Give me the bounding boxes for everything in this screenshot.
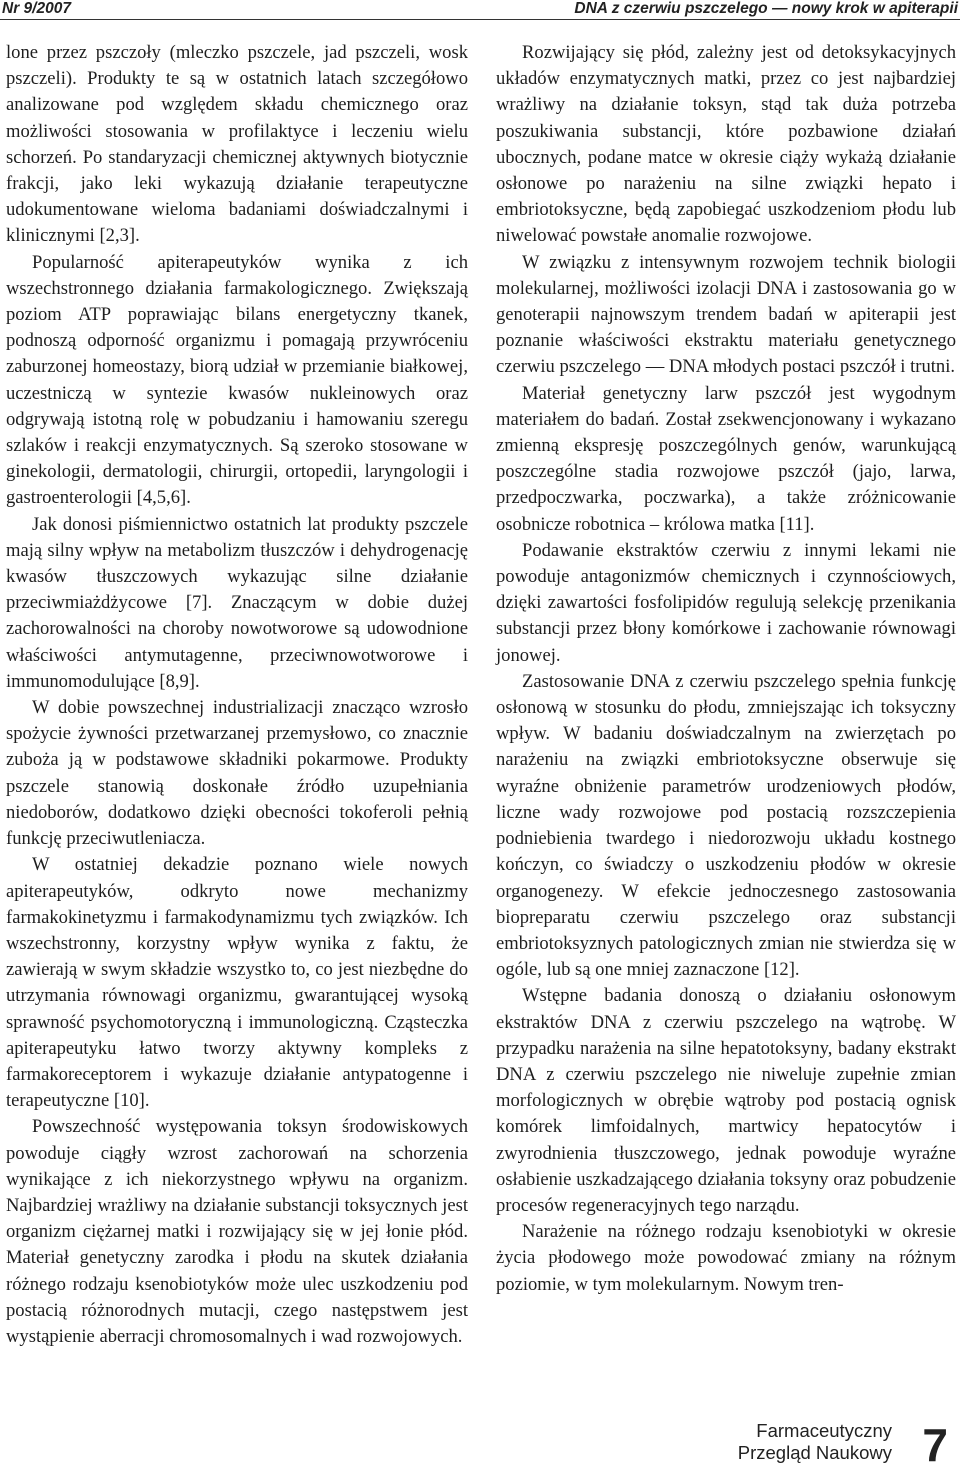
paragraph: Powszechność występowania toksyn środowiskowych powoduje ciągły wzrost zachorowań na schorzenia wynikające z ich niekorzystnego wpływu na organizm. Najbardziej wrażliwy na działanie substancji toksycznych jest organizm ciężarnej matki i rozwijający się w jej łonie płód. Materiał genetyczny zarodka i płodu na skutek działania różnego rodzaju ksenobiotyków może ulec uszkodzeniu pod postacią różnorodnych mutacji, czego następstwem jest wystąpienie aberracji chromosomalnych i wad rozwojowych. (6, 1116, 468, 1347)
paragraph: Wstępne badania donoszą o działaniu osłonowym ekstraktów DNA z czerwiu pszczelego na wątrobę. W przypadku narażenia na silne hepatotoksyny, badany ekstrakt DNA z czerwiu pszczelego nie niweluje zupełnie zmian morfologicznych w obrębie wątroby pod postacią ognisk komórek limfoidalnych, martwicy hepatocytów i zwyrodnienia tłuszczowego, jednak powoduje wyraźne osłabienie uszkadzającego działania toksyny oraz pobudzenie procesów regeneracyjnych tego narządu. (496, 985, 956, 1216)
paragraph: Popularność apiterapeutyków wynika z ich wszechstronnego działania farmakologicznego. Zwiększają poziom ATP poprawiając bilans energetyczny tkanek, podnoszą odporność organizmu i pomagają przywróceniu zaburzonej homeostazy, biorą udział w przemianie białkowej, uczestniczą w syntezie kwasów nukleinowych oraz odgrywają istotną rolę w pobudzaniu i hamowaniu szeregu szlaków i reakcji enzymatycznych. Są szeroko stosowane w ginekologii, dermatologii, chirurgii, ortopedii, laryngologii i gastroenterologii [4,5,6]. (6, 251, 468, 509)
paragraph: W dobie powszechnej industrializacji znacząco wzrosło spożycie żywności przetwarzanej przemysłowo, co znacznie zuboża ją w podstawowe składniki pokarmowe. Produkty pszczele stanowią doskonałe źródło uzupełniania niedoborów, dodatkowo dzięki obecności tokoferoli pełnią funkcję przeciwutleniacza. (6, 697, 468, 850)
journal-name-line2: Przegląd Naukowy (737, 1442, 892, 1463)
paragraph: Rozwijający się płód, zależny jest od detoksykacyjnych układów enzymatycznych matki, przez co jest najbardziej wrażliwy na działanie toksyn, stąd tak duża potrzeba poszukiwania substancji, które pozbawione działań ubocznych, podane matce w okresie ciąży wykażą działanie osłonowe po narażeniu na silne związki hepato i embriotoksyczne, będą zapobiegać uszkodzeniom płodu lub niwelować powstałe anomalie rozwojowe. (496, 42, 956, 247)
running-title: DNA z czerwiu pszczelego — nowy krok w apiterapii (574, 0, 958, 17)
paragraph: W związku z intensywnym rozwojem technik biologii molekularnej, możliwości izolacji DNA i zastosowania go w genoterapii najnowszym trendem badań w apiterapii jest poznanie właściwości ekstraktu materiału genetycznego czerwiu pszczelego — DNA młodych postaci pszczół i trutni. (496, 251, 956, 378)
paragraph: lone przez pszczoły (mleczko pszczele, jad pszczeli, wosk pszczeli). Produkty te są w ostatnich latach szczegółowo analizowane pod względem składu chemicznego oraz możliwości stosowania w profilaktyce i leczeniu wielu schorzeń. Po standaryzacji chemicznej aktywnych biotycznie frakcji, jako leki wykazują działanie terapeutyczne udokumentowane wieloma badaniami doświadczalnymi i klinicznymi [2,3]. (6, 42, 468, 247)
paragraph: Podawanie ekstraktów czerwiu z innymi lekami nie powoduje antagonizmów chemicznych i czynnościowych, dzięki zawartości fosfolipidów regulują selekcję przenikania substancji przez błony komórkowe i zachowanie równowagi jonowej. (496, 539, 956, 666)
journal-name (738, 1420, 892, 1464)
page-header (0, 0, 960, 19)
header-rule (0, 19, 960, 20)
journal-name-line1: Farmaceutyczny (756, 1420, 892, 1441)
paragraph: Narażenie na różnego rodzaju ksenobiotyki w okresie życia płodowego może powodować zmiany na różnym poziomie, w tym molekularnym. Nowym tren- (496, 1221, 956, 1295)
paragraph: Jak donosi piśmiennictwo ostatnich lat produkty pszczele mają silny wpływ na metabolizm tłuszczów i dehydrogenację kwasów tłuszczowych wykazując silne działanie przeciwmiażdżycowe [7]. Znaczącym w dobie dużej zachorowalności na choroby nowotworowe są udowodnione właściwości antymutagenne, przeciwnowotworowe i immunomodulujące [8,9]. (6, 513, 468, 692)
right-column (496, 40, 956, 1298)
left-column (6, 40, 468, 1350)
page-number: 7 (922, 1419, 948, 1471)
paragraph: Materiał genetyczny larw pszczół jest wygodnym materiałem do badań. Został zsekwencjonowany i wykazano zmienną ekspresję poszczególnych genów, warunkującą poszczególne stadia rozwojowe pszczół (jajo, larwa, przedpoczwarka, poczwarka), a także zróżnicowanie osobnicze robotnica – królowa matka [11]. (496, 382, 956, 535)
paragraph: W ostatniej dekadzie poznano wiele nowych apiterapeutyków, odkryto nowe mechanizmy farmakokinetyzmu i farmakodynamizmu tych związków. Ich wszechstronny, korzystny wpływ wynika z faktu, że zawierają w swym składzie wszystko to, co jest niezbędne do utrzymania równowagi organizmu, gwarantującej wysoką sprawność psychomotoryczną i immunologiczną. Cząsteczka apiterapeutyku łatwo tworzy aktywny kompleks z farmakoreceptorem i wykazuje działanie antypatogenne i terapeutyczne [10]. (6, 854, 468, 1112)
issue-number: Nr 9/2007 (2, 0, 71, 17)
paragraph: Zastosowanie DNA z czerwiu pszczelego spełnia funkcję osłonową w stosunku do płodu, zmniejszając ich toksyczny wpływ. W badaniu doświadczalnym na zwierzętach po narażeniu na związki embriotoksyczne obserwuje się wyraźne obniżenie parametrów urodzeniowych płodów, liczne wady rozwojowe pod postacią rozszczepienia podniebienia twardego i niedorozwoju układu kostnego kończyn, co świadczy o uszkodzeniu płodów w okresie organogenezy. W efekcie jednoczesnego zastosowania biopreparatu czerwiu pszczelego oraz substancji embriotoksyznych patologicznych zmian nie stwierdza się w ogóle, lub są one mniej zaznaczone [12]. (496, 670, 956, 981)
page-footer (688, 1406, 948, 1471)
